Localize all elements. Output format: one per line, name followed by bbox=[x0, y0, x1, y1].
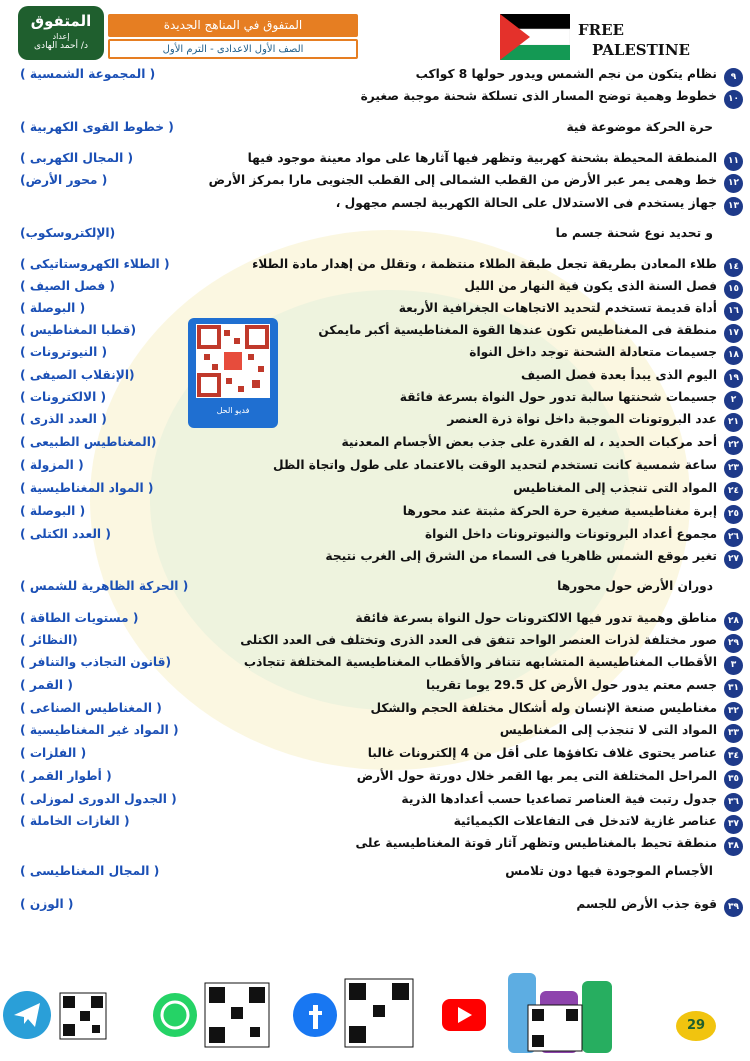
definition-row bbox=[8, 150, 743, 172]
answer-text: (المغناطيس الطبيعى ) bbox=[20, 435, 157, 449]
question-number-badge: ١٠ bbox=[724, 90, 743, 109]
definition-row bbox=[8, 791, 743, 813]
answer-text: (الإلكتروسكوب) bbox=[20, 226, 116, 240]
answer-text: ( المجموعة الشمسية ) bbox=[20, 67, 156, 81]
answer-text: ( المجال المغناطيسى ) bbox=[20, 864, 160, 878]
definition-row bbox=[8, 344, 743, 366]
question-text: المواد التى لا تنجذب إلى المغناطيس bbox=[499, 723, 717, 737]
answer-text: ( العدد الذرى ) bbox=[20, 412, 107, 426]
logo-author: د/ أحمد الهادى bbox=[34, 41, 88, 51]
question-text: فصل السنة الذى يكون فية النهار من الليل bbox=[464, 279, 717, 293]
qr-pattern bbox=[196, 324, 270, 398]
question-number-badge: ١٨ bbox=[724, 346, 743, 365]
answer-text: ( الطلاء الكهروستاتيكى ) bbox=[20, 257, 170, 271]
question-number-badge: ٣٢ bbox=[724, 702, 743, 721]
question-number-badge: ١٢ bbox=[724, 174, 743, 193]
definition-row bbox=[8, 300, 743, 322]
free-palestine-banner bbox=[500, 10, 710, 65]
definition-row bbox=[8, 526, 743, 548]
definition-row bbox=[8, 411, 743, 433]
definition-row bbox=[8, 503, 743, 525]
definition-row bbox=[8, 457, 743, 479]
question-text: نظام يتكون من نجم الشمس ويدور حولها 8 كواكب bbox=[415, 67, 717, 81]
definition-row bbox=[8, 66, 743, 88]
bottles-qr-icon[interactable] bbox=[508, 973, 612, 1053]
definition-row bbox=[8, 480, 743, 502]
free-palestine-line1: FREE bbox=[578, 21, 624, 39]
grade-label: الصف الأول الاعدادى - الترم الأول bbox=[108, 39, 358, 59]
answer-text: ( الفلزات ) bbox=[20, 746, 87, 760]
definition-row bbox=[8, 367, 743, 389]
facebook-icon[interactable] bbox=[293, 993, 337, 1037]
question-text: صور مختلفة لذرات العنصر الواحد تتفق فى العدد الذرى وتختلف فى العدد الكتلى bbox=[240, 633, 717, 647]
question-number-badge: ٢٥ bbox=[724, 505, 743, 524]
question-text: طلاء المعادن بطريقة تجعل طبقة الطلاء منتظمة ، وتقلل من إهدار مادة الطلاء bbox=[252, 257, 717, 271]
definition-row bbox=[8, 768, 743, 790]
question-number-badge: ٢٨ bbox=[724, 612, 743, 631]
answer-text: ( القمر ) bbox=[20, 678, 73, 692]
answer-text: (النظائر ) bbox=[20, 633, 78, 647]
answer-text: ( المواد المغناطيسية ) bbox=[20, 481, 154, 495]
question-number-badge: ١٩ bbox=[724, 369, 743, 388]
question-number-badge: ٢ bbox=[724, 391, 743, 410]
question-text: عدد البروتونات الموجبة داخل نواة ذرة العنصر bbox=[447, 412, 717, 426]
answer-text: ( خطوط القوى الكهربية ) bbox=[20, 120, 174, 134]
definition-row bbox=[8, 654, 743, 676]
answer-text: (الإنقلاب الصيفى ) bbox=[20, 368, 135, 382]
question-text: مجموع أعداد البروتونات والنيوترونات داخل النواة bbox=[424, 527, 717, 541]
definition-row bbox=[8, 813, 743, 835]
answer-text: ( الغازات الخاملة ) bbox=[20, 814, 130, 828]
question-text: و تحديد نوع شحنة جسم ما bbox=[555, 226, 713, 240]
answer-text: ( أطوار القمر ) bbox=[20, 769, 112, 783]
definition-row bbox=[8, 278, 743, 300]
answer-text: ( المجال الكهربى ) bbox=[20, 151, 134, 165]
telegram-icon[interactable] bbox=[3, 991, 51, 1039]
question-text: جسيمات شحنتها سالبة تدور حول النواة بسرعة فائقة bbox=[399, 390, 717, 404]
definition-row bbox=[8, 896, 743, 918]
solution-video-qr[interactable] bbox=[188, 318, 278, 428]
question-text: عناصر يحتوى غلاف تكافؤها على أقل من 4 إلكترونات غالبا bbox=[367, 746, 717, 760]
answer-text: ( الوزن ) bbox=[20, 897, 74, 911]
definition-row bbox=[8, 119, 743, 141]
definition-row bbox=[8, 863, 743, 885]
question-number-badge: ٣١ bbox=[724, 679, 743, 698]
definition-row bbox=[8, 610, 743, 632]
question-number-badge: ١٣ bbox=[724, 197, 743, 216]
question-text: جسم معتم يدور حول الأرض كل 29.5 يوما تقريبا bbox=[426, 678, 717, 692]
definition-row bbox=[8, 700, 743, 722]
whatsapp-icon[interactable] bbox=[153, 993, 197, 1037]
question-text: المراحل المختلفة التى يمر بها القمر خلال دورتة حول الأرض bbox=[356, 769, 717, 783]
answer-text: (قانون التجاذب والتنافر ) bbox=[20, 655, 172, 669]
question-number-badge: ٣٦ bbox=[724, 793, 743, 812]
question-number-badge: ٣٧ bbox=[724, 815, 743, 834]
question-text: مناطق وهمية تدور فيها الالكترونات حول النواة بسرعة فائقة bbox=[355, 611, 717, 625]
question-number-badge: ١١ bbox=[724, 152, 743, 171]
definition-row bbox=[8, 578, 743, 600]
question-number-badge: ١٥ bbox=[724, 280, 743, 299]
question-text: ساعة شمسية كانت تستخدم لتحديد الوقت بالاعتماد على طول واتجاة الظل bbox=[273, 458, 717, 472]
question-text: أداة قديمة تستخدم لتحديد الاتجاهات الجغرافية الأربعة bbox=[398, 301, 717, 315]
answer-text: ( المغناطيس الصناعى ) bbox=[20, 701, 162, 715]
footer-icons bbox=[0, 961, 750, 1061]
palestine-flag-icon bbox=[500, 14, 570, 60]
question-text: خط وهمى يمر عبر الأرض من القطب الشمالى إلى القطب الجنوبى مارا بمركز الأرض bbox=[208, 173, 717, 187]
question-text: اليوم الذى يبدأ بعدة فصل الصيف bbox=[520, 368, 717, 382]
answer-text: ( الالكترونات ) bbox=[20, 390, 107, 404]
answer-text: ( الحركة الظاهرية للشمس ) bbox=[20, 579, 189, 593]
question-number-badge: ٣٣ bbox=[724, 724, 743, 743]
logo-prepared: إعداد bbox=[52, 32, 70, 41]
definition-row bbox=[8, 835, 743, 857]
answer-text: ( مستويات الطاقة ) bbox=[20, 611, 139, 625]
question-text: المنطقة المحيطة بشحنة كهربية وتظهر فيها آثارها على مواد معينة موجود فيها bbox=[247, 151, 717, 165]
definition-row bbox=[8, 745, 743, 767]
answer-text: ( المزولة ) bbox=[20, 458, 84, 472]
answer-text: ( البوصلة ) bbox=[20, 301, 86, 315]
question-text: إبرة مغناطيسية صغيرة حرة الحركة مثبتة عند محورها bbox=[402, 504, 717, 518]
header-banner bbox=[108, 14, 358, 60]
question-text: جدول رتبت فية العناصر تصاعديا حسب أعدادها الذرية bbox=[401, 792, 717, 806]
definition-row bbox=[8, 677, 743, 699]
qr-label: فديو الحل bbox=[216, 406, 250, 415]
definition-row bbox=[8, 256, 743, 278]
question-text: المواد التى تنجذب إلى المغناطيس bbox=[513, 481, 717, 495]
free-palestine-text bbox=[574, 20, 690, 60]
question-number-badge: ٣٤ bbox=[724, 747, 743, 766]
definition-row bbox=[8, 632, 743, 654]
logo-title: المتفوق bbox=[30, 12, 92, 30]
question-number-badge: ٢٣ bbox=[724, 459, 743, 478]
definition-row bbox=[8, 88, 743, 110]
footer-qr-3-icon[interactable] bbox=[345, 979, 413, 1047]
question-text: جسيمات متعادلة الشحنة توجد داخل النواة bbox=[469, 345, 717, 359]
question-number-badge: ٣ bbox=[724, 656, 743, 675]
question-number-badge: ٢١ bbox=[724, 413, 743, 432]
definition-row bbox=[8, 172, 743, 194]
question-number-badge: ٣٥ bbox=[724, 770, 743, 789]
question-text: حرة الحركة موضوعة فية bbox=[566, 120, 713, 134]
question-number-badge: ٢٤ bbox=[724, 482, 743, 501]
answer-text: ( النيوترونات ) bbox=[20, 345, 108, 359]
question-text: قوة جذب الأرض للجسم bbox=[576, 897, 717, 911]
definition-row bbox=[8, 389, 743, 411]
question-number-badge: ٩ bbox=[724, 68, 743, 87]
question-text: دوران الأرض حول محورها bbox=[557, 579, 713, 593]
answer-text: ( محور الأرض) bbox=[20, 173, 108, 187]
question-text: منطقة تحيط بالمغناطيس وتظهر آثار قوتة المغناطيسية على bbox=[355, 836, 717, 850]
question-text: جهاز يستخدم فى الاستدلال على الحالة الكهربية لجسم مجهول ، bbox=[335, 196, 717, 210]
footer-qr-2-icon[interactable] bbox=[205, 983, 269, 1047]
page-number: 29 bbox=[676, 1011, 716, 1041]
answer-text: ( المواد غير المغناطيسية ) bbox=[20, 723, 179, 737]
question-text: أحد مركبات الحديد ، له القدرة على جذب بعض الأجسام المعدنية bbox=[341, 435, 717, 449]
question-number-badge: ٣٨ bbox=[724, 837, 743, 856]
free-palestine-line2: PALESTINE bbox=[592, 41, 690, 59]
answer-text: ( الجدول الدورى لموزلى ) bbox=[20, 792, 177, 806]
series-title: المتفوق في المناهج الجديدة bbox=[108, 14, 358, 37]
definition-row bbox=[8, 434, 743, 456]
question-text: منطقة فى المغناطيس تكون عندها القوة المغناطيسية أكبر مايمكن bbox=[318, 323, 717, 337]
footer-qr-1-icon[interactable] bbox=[60, 993, 106, 1039]
answer-text: ( العدد الكتلى ) bbox=[20, 527, 111, 541]
question-text: الأقطاب المغناطيسية المتشابهه تتنافر والأقطاب المغناطيسية المختلفة تتجاذب bbox=[243, 655, 717, 669]
brand-logo bbox=[18, 6, 104, 60]
question-text: خطوط وهمية توضح المسار الذى تسلكة شحنة موجبة صغيرة bbox=[360, 89, 717, 103]
question-text: تغير موقع الشمس ظاهريا فى السماء من الشرق إلى الغرب نتيجة bbox=[325, 549, 717, 563]
definition-row bbox=[8, 322, 743, 344]
question-number-badge: ٢٢ bbox=[724, 436, 743, 455]
answer-text: ( فصل الصيف ) bbox=[20, 279, 115, 293]
qr-code-icon bbox=[196, 324, 270, 398]
question-number-badge: ٢٦ bbox=[724, 528, 743, 547]
question-number-badge: ٣٩ bbox=[724, 898, 743, 917]
question-number-badge: ٢٩ bbox=[724, 634, 743, 653]
answer-text: (قطبا المغناطيس ) bbox=[20, 323, 137, 337]
question-number-badge: ١٦ bbox=[724, 302, 743, 321]
question-number-badge: ٢٧ bbox=[724, 550, 743, 569]
youtube-icon[interactable] bbox=[442, 999, 486, 1031]
definition-row bbox=[8, 722, 743, 744]
answer-text: ( البوصلة ) bbox=[20, 504, 86, 518]
question-text: الأجسام الموجودة فيها دون تلامس bbox=[505, 864, 713, 878]
question-number-badge: ١٧ bbox=[724, 324, 743, 343]
definition-row bbox=[8, 548, 743, 570]
definition-row bbox=[8, 225, 743, 247]
question-text: عناصر غازية لاتدخل فى التفاعلات الكيميائية bbox=[453, 814, 717, 828]
definition-row bbox=[8, 195, 743, 217]
question-number-badge: ١٤ bbox=[724, 258, 743, 277]
question-text: مغناطيس صنعة الإنسان وله أشكال مختلفة الحجم والشكل bbox=[370, 701, 717, 715]
